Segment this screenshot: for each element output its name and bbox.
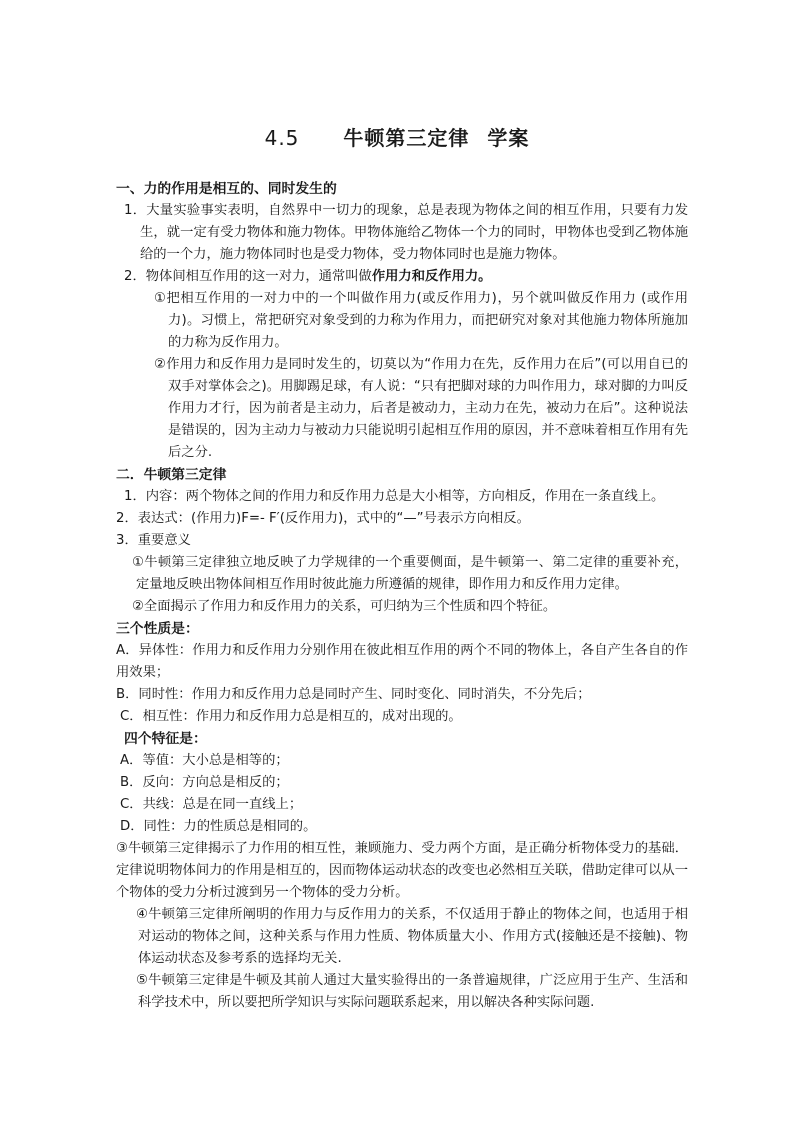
feature-b: B．反向：方向总是相反的；	[120, 775, 289, 790]
title-main: 牛顿第三定律	[343, 126, 470, 150]
feature-d: D．同性：力的性质总是相同的。	[120, 819, 317, 834]
document-body	[116, 178, 688, 1014]
features-heading: 四个特征是：	[124, 731, 207, 747]
section2-heading: 二．牛顿第三定律	[116, 467, 227, 483]
title-number: 4.5	[264, 126, 300, 150]
section1-para-2-bold: 作用力和反作用力。	[371, 269, 492, 284]
closing-para-1: ③牛顿第三定律揭示了力作用的相互性，兼顾施力、受力两个方面，是正确分析物体受力的基础．定律说明物体间力的作用是相互的，因而物体运动状态的改变也必然相互关联，借助定律可以从一个物体的受力分析过渡到另一个物体的受力分析。	[116, 841, 688, 900]
section1-para-1: 1．大量实验事实表明，自然界中一切力的现象，总是表现为物体之间的相互作用，只要有力发生，就一定有受力物体和施力物体。甲物体施给乙物体一个力的同时，甲物体也受到乙物体施给的一个力，施力物体同时也是受力物体，受力物体同时也是施力物体。	[124, 203, 688, 262]
property-c: C．相互性：作用力和反作用力总是相互的，成对出现的。	[120, 709, 462, 724]
section2-para-1: 1．内容：两个物体之间的作用力和反作用力总是大小相等，方向相反，作用在一条直线上。	[124, 489, 665, 504]
feature-a: A．等值：大小总是相等的；	[120, 753, 289, 768]
section1-para-3: ①把相互作用的一对力中的一个叫做作用力(或反作用力)，另个就叫做反作用力 (或作用力)。习惯上，常把研究对象受到的力称为作用力，而把研究对象对其他施力物体所施加的力称为反作用力。	[154, 291, 688, 350]
section2-para-4: ①牛顿第三定律独立地反映了力学规律的一个重要侧面，是牛顿第一、第二定律的重要补充，定量地反映出物体间相互作用时彼此施力所遵循的规律，即作用力和反作用力定律。	[132, 555, 688, 592]
section1-para-2-text: 2．物体间相互作用的这一对力，通常叫做	[124, 269, 372, 284]
page-title	[0, 122, 794, 151]
section2-para-5: ②全面揭示了作用力和反作用力的关系，可归纳为三个性质和四个特征。	[132, 599, 557, 614]
closing-para-3: ⑤牛顿第三定律是牛顿及其前人通过大量实验得出的一条普遍规律，广泛应用于生产、生活和科学技术中，所以要把所学知识与实际问题联系起来，用以解决各种实际问题.	[136, 973, 688, 1010]
property-b: B．同时性：作用力和反作用力总是同时产生、同时变化、同时消失，不分先后；	[116, 687, 591, 702]
title-suffix: 学案	[487, 126, 530, 150]
closing-para-2: ④牛顿第三定律所阐明的作用力与反作用力的关系，不仅适用于静止的物体之间，也适用于相对运动的物体之间，这种关系与作用力性质、物体质量大小、作用方式(接触还是不接触)、物体运动状态及参考系的选择均无关.	[136, 907, 688, 966]
section1-para-2	[116, 266, 688, 288]
properties-heading: 三个性质是：	[116, 621, 199, 637]
section2-para-3: 3．重要意义	[116, 533, 191, 548]
section2-para-2: 2．表达式：(作用力)F=- F′(反作用力)，式中的“—”号表示方向相反。	[116, 511, 530, 526]
section1-heading: 一、力的作用是相互的、同时发生的	[116, 181, 337, 197]
property-a: A．异体性：作用力和反作用力分别作用在彼此相互作用的两个不同的物体上，各自产生各自的作用效果；	[116, 643, 688, 680]
section1-para-4: ②作用力和反作用力是同时发生的，切莫以为“作用力在先，反作用力在后”(可以用自已的双手对掌体会之)。用脚踢足球，有人说：“只有把脚对球的力叫作用力，球对脚的力叫反作用力才行，因为前者是主动力，后者是被动力，主动力在先，被动力在后”。这种说法是错误的，因为主动力与被动力只能说明引起相互作用的原因，并不意味着相互作用有先后之分.	[154, 357, 688, 460]
feature-c: C．共线：总是在同一直线上；	[120, 797, 303, 812]
